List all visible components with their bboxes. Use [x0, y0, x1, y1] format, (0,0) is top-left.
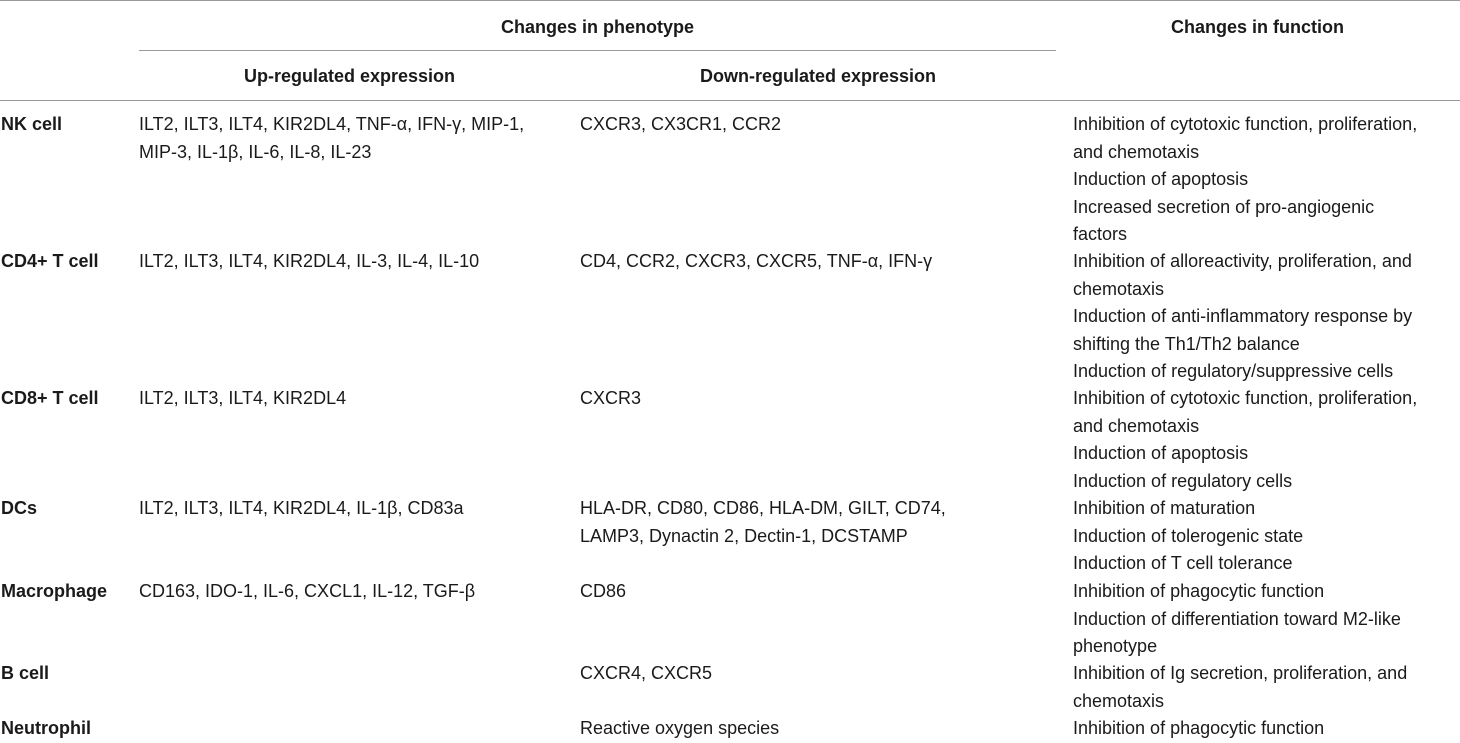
header-changes-in-function: Changes in function: [1171, 17, 1344, 37]
cell-line: Induction of differentiation toward M2-like: [1073, 608, 1401, 629]
cell-line: Inhibition of alloreactivity, proliferation, and: [1073, 251, 1412, 271]
cell-line: ILT2, ILT3, ILT4, KIR2DL4: [139, 388, 347, 408]
table-top-rule: [0, 0, 1460, 1]
cell-line: Inhibition of Ig secretion, proliferation, and: [1073, 663, 1408, 683]
cell-up-regulated: [139, 578, 475, 606]
cell-line: Inhibition of cytotoxic function, proliferation,: [1073, 388, 1418, 408]
cell-line: CD163, IDO-1, IL-6, CXCL1, IL-12, TGF-β: [139, 581, 476, 601]
cell-function-changes: [1073, 660, 1407, 715]
header-changes-in-phenotype: Changes in phenotype: [500, 17, 695, 37]
cell-line: ILT2, ILT3, ILT4, KIR2DL4, IL-3, IL-4, IL-10: [139, 251, 480, 271]
cell-line: CD4, CCR2, CXCR3, CXCR5, TNF-α, IFN-γ: [580, 251, 933, 271]
cell-line: Inhibition of cytotoxic function, proliferation,: [1073, 114, 1418, 134]
cell-down-regulated: [580, 660, 712, 688]
cell-line: CXCR4, CXCR5: [580, 663, 713, 683]
cell-line: LAMP3, Dynactin 2, Dectin-1, DCSTAMP: [580, 525, 908, 546]
header-bottom-rule: [0, 100, 1460, 101]
cell-line: Reactive oxygen species: [580, 718, 780, 738]
cell-down-regulated: [580, 578, 626, 606]
cell-line: ILT2, ILT3, ILT4, KIR2DL4, TNF-α, IFN-γ, MIP-1,: [139, 114, 525, 134]
cell-line: CXCR3, CX3CR1, CCR2: [580, 114, 782, 134]
cell-line: and chemotaxis: [1073, 415, 1200, 436]
row-cell-type: Neutrophil: [1, 718, 91, 738]
cell-line: Induction of regulatory/suppressive cells: [1073, 361, 1394, 381]
cell-down-regulated: [580, 111, 781, 139]
cell-line: Inhibition of phagocytic function: [1073, 581, 1325, 601]
cell-up-regulated: [139, 495, 464, 523]
cell-function-changes: [1073, 495, 1303, 578]
cell-up-regulated: [139, 385, 346, 413]
cell-function-changes: [1073, 111, 1417, 249]
cell-down-regulated: [580, 385, 641, 413]
cell-up-regulated: [139, 248, 479, 276]
cell-line: HLA-DR, CD80, CD86, HLA-DM, GILT, CD74,: [580, 498, 946, 518]
header-down-regulated: Down-regulated expression: [699, 66, 937, 86]
cell-down-regulated: [580, 715, 779, 743]
cell-line: chemotaxis: [1073, 690, 1165, 711]
cell-line: Inhibition of phagocytic function: [1073, 718, 1325, 738]
row-cell-type: NK cell: [1, 114, 63, 134]
cell-down-regulated: [580, 495, 946, 550]
cell-function-changes: [1073, 715, 1324, 743]
cell-down-regulated: [580, 248, 932, 276]
cell-line: Induction of anti-inflammatory response by: [1073, 306, 1413, 326]
cell-line: Increased secretion of pro-angiogenic: [1073, 196, 1375, 217]
cell-line: and chemotaxis: [1073, 141, 1200, 162]
cell-line: chemotaxis: [1073, 278, 1165, 299]
phenotype-span-rule: [139, 50, 1056, 51]
header-up-regulated: Up-regulated expression: [243, 66, 456, 86]
cell-line: Induction of apoptosis: [1073, 169, 1249, 189]
cell-line: Induction of tolerogenic state: [1073, 525, 1304, 546]
cell-line: CD86: [580, 581, 627, 601]
cell-line: MIP-3, IL-1β, IL-6, IL-8, IL-23: [139, 141, 372, 162]
cell-line: factors: [1073, 224, 1128, 244]
row-cell-type: CD4+ T cell: [1, 251, 99, 271]
cell-line: Inhibition of maturation: [1073, 498, 1256, 518]
cell-line: Induction of T cell tolerance: [1073, 553, 1293, 573]
cell-line: shifting the Th1/Th2 balance: [1073, 333, 1300, 354]
cell-line: Induction of regulatory cells: [1073, 470, 1293, 491]
cell-line: ILT2, ILT3, ILT4, KIR2DL4, IL-1β, CD83a: [139, 498, 464, 518]
row-cell-type: B cell: [1, 663, 50, 683]
cell-up-regulated: [139, 111, 524, 166]
cell-line: Induction of apoptosis: [1073, 443, 1249, 463]
row-cell-type: DCs: [1, 498, 38, 518]
cell-line: CXCR3: [580, 388, 642, 408]
cell-function-changes: [1073, 385, 1417, 495]
row-cell-type: Macrophage: [1, 581, 108, 601]
cell-line: phenotype: [1073, 636, 1158, 656]
cell-function-changes: [1073, 578, 1401, 661]
cell-function-changes: [1073, 248, 1412, 386]
row-cell-type: CD8+ T cell: [1, 388, 99, 408]
